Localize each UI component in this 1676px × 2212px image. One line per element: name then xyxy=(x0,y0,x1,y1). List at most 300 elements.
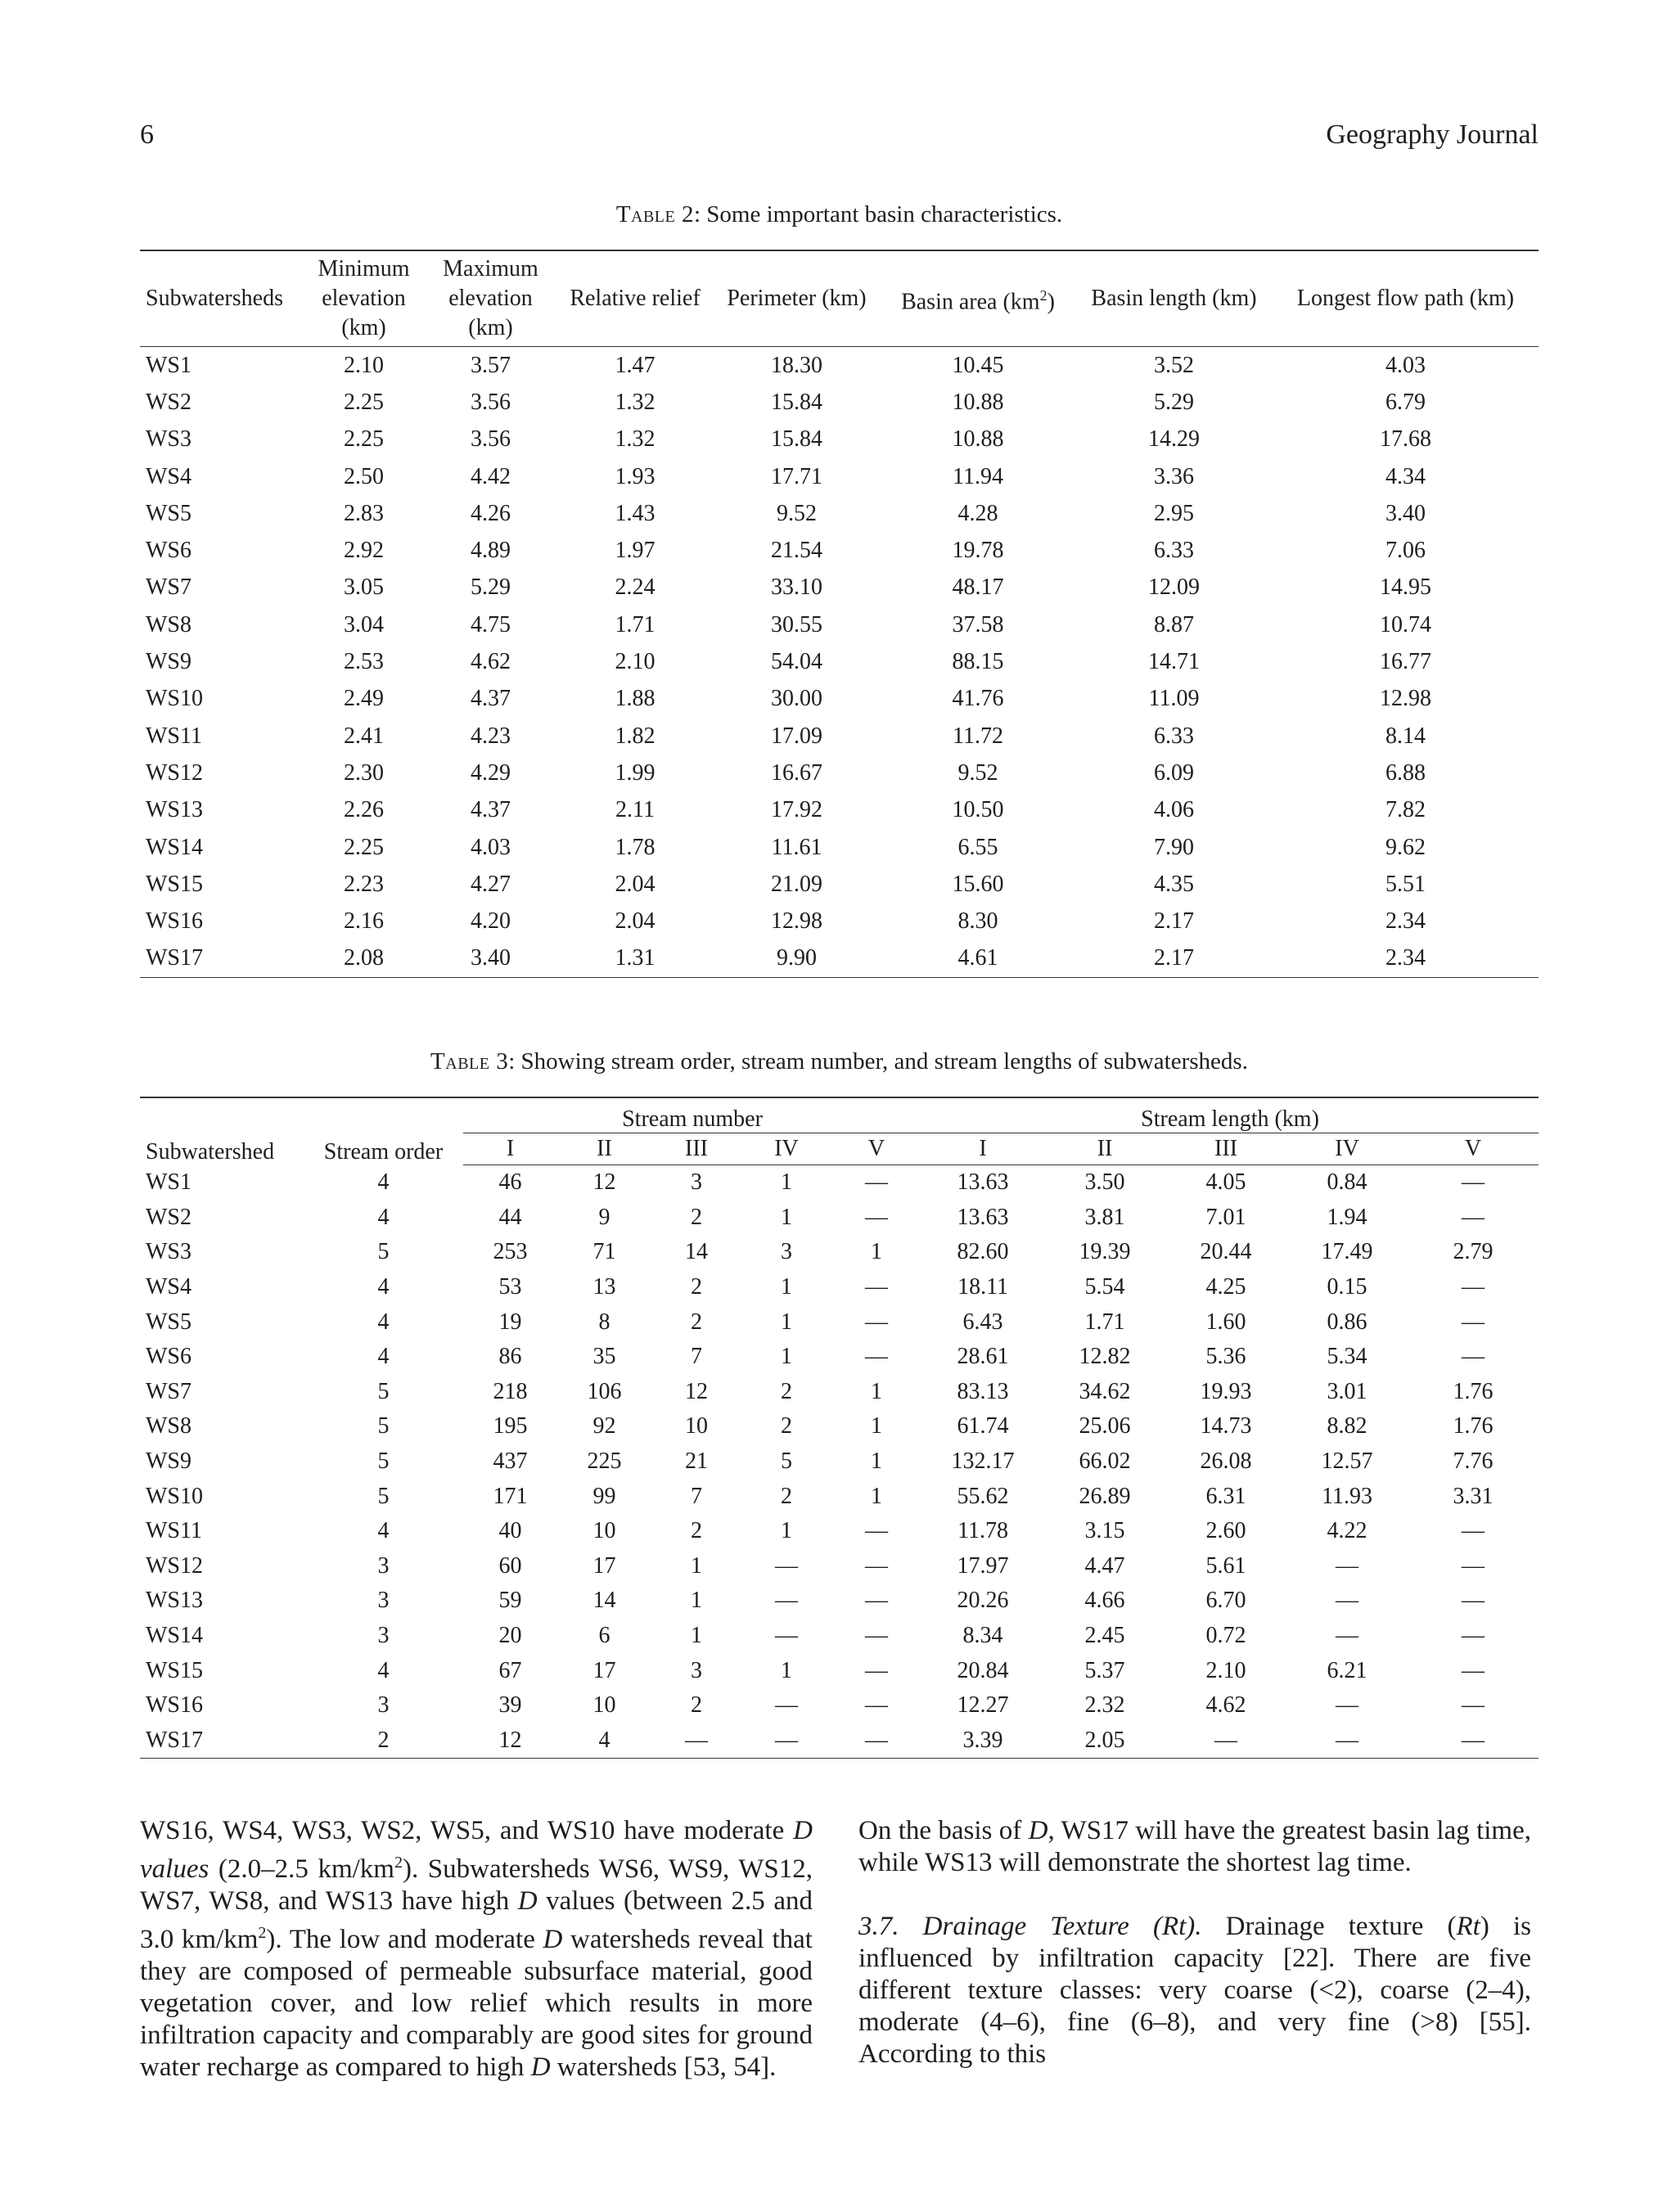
table-cell: 2.41 xyxy=(344,723,384,749)
table-cell: — xyxy=(775,1588,798,1614)
table-cell: 1.78 xyxy=(615,834,656,860)
table-cell: 59 xyxy=(498,1588,522,1614)
table-cell: 253 xyxy=(493,1239,528,1265)
table-cell: 3.04 xyxy=(344,611,384,637)
table-cell: 4.75 xyxy=(471,611,511,637)
table-cell: 5.54 xyxy=(1084,1274,1125,1300)
table-cell: 1 xyxy=(781,1169,792,1196)
table-cell: 1 xyxy=(871,1378,883,1404)
table-cell: 3.40 xyxy=(424,940,557,978)
table-cell: 12.57 xyxy=(1321,1448,1373,1475)
table-cell: 1 xyxy=(691,1552,702,1579)
row-label: WS8 xyxy=(146,1413,191,1439)
table-cell: 17.49 xyxy=(1321,1239,1373,1265)
table-cell: 10 xyxy=(592,1518,616,1544)
table-cell: — xyxy=(1462,1518,1485,1544)
table-cell: 8.87 xyxy=(1154,611,1194,637)
table-cell: 5.29 xyxy=(471,574,511,601)
table-row xyxy=(140,1619,1539,1654)
table-cell: 3 xyxy=(691,1657,702,1683)
table-cell: — xyxy=(1462,1692,1485,1719)
t3-header-stream-length: Stream length (km) xyxy=(921,1097,1539,1133)
table-cell: 7.76 xyxy=(1453,1448,1494,1475)
table-cell: 5 xyxy=(377,1378,390,1404)
row-label: WS8 xyxy=(146,611,191,637)
table-cell: 12.82 xyxy=(1079,1344,1131,1370)
table-cell: 4.66 xyxy=(1084,1588,1125,1614)
table-cell: 4.42 xyxy=(471,463,511,489)
table-cell: — xyxy=(1408,1723,1539,1759)
table-cell: 2.34 xyxy=(1385,908,1426,935)
table-cell: 12.09 xyxy=(1148,574,1200,601)
table-cell: 5 xyxy=(377,1448,390,1475)
table-cell: 14.29 xyxy=(1148,426,1200,453)
table-cell: 46 xyxy=(498,1169,522,1196)
body-column-left xyxy=(140,1815,813,2084)
table-row xyxy=(140,1165,1539,1201)
table-cell: 8.14 xyxy=(1385,723,1426,749)
table-row xyxy=(140,1444,1539,1480)
table-cell: 99 xyxy=(592,1483,616,1509)
table-cell: 11.09 xyxy=(1148,686,1200,712)
row-label: WS11 xyxy=(146,723,202,749)
table-cell: 17 xyxy=(592,1657,616,1683)
table-cell: — xyxy=(865,1657,889,1683)
table-cell: 6.33 xyxy=(1154,538,1194,564)
table-row xyxy=(140,718,1539,755)
row-label: WS2 xyxy=(146,1204,191,1230)
table-cell: 5 xyxy=(377,1413,390,1439)
table-cell: — xyxy=(1286,1723,1408,1759)
table-cell: 2.49 xyxy=(344,686,384,712)
row-label: WS6 xyxy=(146,538,191,564)
table-cell: 17.97 xyxy=(957,1552,1009,1579)
table-cell: 3.81 xyxy=(1084,1204,1125,1230)
table-cell: 1 xyxy=(781,1309,792,1335)
t2-header-relative-relief: Relative relief xyxy=(557,250,713,347)
table-cell: 20.84 xyxy=(957,1657,1009,1683)
table-cell: 14.73 xyxy=(1200,1413,1252,1439)
table-cell: 17.71 xyxy=(771,463,822,489)
table-cell: 10.45 xyxy=(952,352,1004,378)
table-2-caption xyxy=(140,201,1539,228)
t3-num-v: V xyxy=(831,1133,921,1165)
table-cell: 20.26 xyxy=(957,1588,1009,1614)
row-label: WS17 xyxy=(140,940,304,978)
table-cell: 3.15 xyxy=(1084,1518,1125,1544)
table-cell: 83.13 xyxy=(957,1378,1009,1404)
table-cell: 2.17 xyxy=(1075,940,1273,978)
table-cell: 2.25 xyxy=(344,426,384,453)
table-cell: — xyxy=(865,1552,889,1579)
row-label: WS13 xyxy=(146,1588,203,1614)
table-cell: 14.71 xyxy=(1148,649,1200,675)
table-cell: 2.45 xyxy=(1084,1623,1125,1649)
table-cell: 171 xyxy=(493,1483,528,1509)
table-cell: — xyxy=(1462,1204,1485,1230)
table-cell: 1.31 xyxy=(557,940,713,978)
table-cell: 2.25 xyxy=(344,834,384,860)
table-cell: 5 xyxy=(377,1483,390,1509)
table-row xyxy=(140,1304,1539,1340)
table-row xyxy=(140,792,1539,829)
table-cell: — xyxy=(1462,1309,1485,1335)
table-cell: 4 xyxy=(377,1274,390,1300)
table-cell: — xyxy=(865,1309,889,1335)
t3-num-iii: III xyxy=(651,1133,741,1165)
table-cell: 1.71 xyxy=(1084,1309,1125,1335)
table-cell: 26.08 xyxy=(1200,1448,1252,1475)
table-cell: 10.50 xyxy=(952,797,1004,823)
table-cell: 11.93 xyxy=(1322,1483,1373,1509)
table-row xyxy=(140,532,1539,569)
table-cell: 60 xyxy=(498,1552,522,1579)
table-cell: 2.79 xyxy=(1453,1239,1494,1265)
table-cell: 4.03 xyxy=(1385,352,1426,378)
table-cell: 1.32 xyxy=(615,426,656,453)
table-row xyxy=(140,903,1539,939)
table-cell: 4.05 xyxy=(1205,1169,1246,1196)
table-cell: — xyxy=(865,1518,889,1544)
t3-num-i: I xyxy=(463,1133,557,1165)
table-cell: — xyxy=(1336,1588,1359,1614)
row-label: WS15 xyxy=(146,871,203,897)
table-cell: 1 xyxy=(781,1344,792,1370)
table-cell: 4.06 xyxy=(1154,797,1194,823)
table-cell: 2.34 xyxy=(1273,940,1539,978)
table-cell: 48.17 xyxy=(952,574,1004,601)
table-cell: 4.29 xyxy=(471,759,511,786)
table-row xyxy=(140,421,1539,458)
table-cell: 2.10 xyxy=(344,352,384,378)
table-cell: 18.11 xyxy=(957,1274,1009,1300)
table-cell: 19.78 xyxy=(952,538,1004,564)
t3-num-ii: II xyxy=(557,1133,651,1165)
row-label: WS10 xyxy=(146,686,203,712)
table-cell: 15.60 xyxy=(952,871,1004,897)
table-cell: 1.76 xyxy=(1453,1413,1494,1439)
table-cell: 1.32 xyxy=(615,389,656,415)
row-label: WS14 xyxy=(146,834,203,860)
table-cell: 4.62 xyxy=(471,649,511,675)
table-cell: 2.32 xyxy=(1084,1692,1125,1719)
table-cell: 10 xyxy=(592,1692,616,1719)
table-row xyxy=(140,1340,1539,1375)
table-cell: 2.10 xyxy=(1205,1657,1246,1683)
table-cell: 0.15 xyxy=(1327,1274,1367,1300)
table-cell: 195 xyxy=(493,1413,528,1439)
row-label: WS11 xyxy=(146,1518,202,1544)
table-cell: 225 xyxy=(587,1448,622,1475)
t3-header-stream-number: Stream number xyxy=(463,1097,921,1133)
row-label: WS9 xyxy=(146,1448,191,1475)
table-2 xyxy=(140,250,1539,978)
table-cell: 13 xyxy=(592,1274,616,1300)
table-row xyxy=(140,1375,1539,1410)
table-cell: 2.25 xyxy=(344,389,384,415)
table-cell: 5.34 xyxy=(1327,1344,1367,1370)
row-label: WS4 xyxy=(146,1274,191,1300)
t2-header-max-elevation: Maximum elevation (km) xyxy=(424,250,557,347)
table-cell: 1.47 xyxy=(615,352,656,378)
table-row xyxy=(140,458,1539,495)
table-row xyxy=(140,829,1539,866)
t3-len-iv: IV xyxy=(1286,1133,1408,1165)
table-cell: — xyxy=(775,1552,798,1579)
table-cell: — xyxy=(1462,1344,1485,1370)
section-heading: 3.7. Drainage Texture (Rt). xyxy=(858,1912,1202,1941)
table-cell: 12.27 xyxy=(957,1692,1009,1719)
table-cell: 1.60 xyxy=(1205,1309,1246,1335)
table-cell: 17.68 xyxy=(1380,426,1431,453)
table-row xyxy=(140,940,1539,978)
table-cell: 1.82 xyxy=(615,723,656,749)
table-cell: 5 xyxy=(377,1239,390,1265)
table-cell: 4.34 xyxy=(1385,463,1426,489)
table-cell: — xyxy=(1336,1552,1359,1579)
table-cell: 7 xyxy=(691,1344,702,1370)
table-cell: — xyxy=(1462,1623,1485,1649)
table-row xyxy=(140,1409,1539,1444)
body-paragraph: On the basis of D, WS17 will have the greatest basin lag time, while WS13 will demonstrate the shortest lag time. xyxy=(858,1816,1532,1877)
table-cell: 11.72 xyxy=(953,723,1003,749)
table-cell: 0.86 xyxy=(1327,1309,1367,1335)
table-cell: 18.30 xyxy=(771,352,822,378)
t3-len-i: I xyxy=(921,1133,1044,1165)
table-cell: 4.37 xyxy=(471,797,511,823)
table-cell: 1 xyxy=(871,1413,883,1439)
table-cell: 2.24 xyxy=(615,574,656,601)
table-cell: 4.47 xyxy=(1084,1552,1125,1579)
table-cell: 3.05 xyxy=(344,574,384,601)
table-cell: 33.10 xyxy=(771,574,822,601)
table-cell: 1 xyxy=(871,1239,883,1265)
table-cell: 6.88 xyxy=(1385,759,1426,786)
table-cell: — xyxy=(1462,1274,1485,1300)
table-cell: 13.63 xyxy=(957,1204,1009,1230)
row-label: WS13 xyxy=(146,797,203,823)
t3-len-iii: III xyxy=(1165,1133,1286,1165)
table-cell: 6.33 xyxy=(1154,723,1194,749)
table-cell: 61.74 xyxy=(957,1413,1009,1439)
table-cell: 55.62 xyxy=(957,1483,1009,1509)
table-cell: 1.93 xyxy=(615,463,656,489)
table-row xyxy=(140,755,1539,791)
table-row xyxy=(140,384,1539,421)
table-cell: 4.20 xyxy=(471,908,511,935)
table-cell: 7.82 xyxy=(1385,797,1426,823)
table-cell: 2.04 xyxy=(615,908,656,935)
table-cell: 2.17 xyxy=(1154,908,1194,935)
table-cell: 4 xyxy=(377,1657,390,1683)
row-label: WS12 xyxy=(146,1552,203,1579)
table-cell: 5.29 xyxy=(1154,389,1194,415)
table-cell: 1 xyxy=(781,1657,792,1683)
row-label: WS5 xyxy=(146,1309,191,1335)
table-cell: 4 xyxy=(377,1344,390,1370)
row-label: WS16 xyxy=(146,908,203,935)
table-cell: 8.34 xyxy=(962,1623,1003,1649)
table-cell: 9.62 xyxy=(1385,834,1426,860)
table-cell: 17.09 xyxy=(771,723,822,749)
row-label: WS16 xyxy=(146,1692,203,1719)
section-paragraph-drainage-texture: 3.7. Drainage Texture (Rt). Drainage texture (Rt) is influenced by infiltration capacity [22]. There are five different texture classes: very coarse (<2), coarse (2–4), moderate (4–6), fine (6–8), and very fine (>8) [55]. According to this xyxy=(858,1912,1531,2069)
table-cell: 39 xyxy=(498,1692,522,1719)
table-cell: 17.92 xyxy=(771,797,822,823)
table-cell: 9.52 xyxy=(957,759,998,786)
table-cell: 6.21 xyxy=(1327,1657,1367,1683)
table-cell: 54.04 xyxy=(771,649,822,675)
table-row xyxy=(140,606,1539,643)
table-cell: 5.51 xyxy=(1385,871,1426,897)
table-cell: 1 xyxy=(781,1274,792,1300)
table-cell: 2.83 xyxy=(344,500,384,526)
table-cell: 66.02 xyxy=(1079,1448,1131,1475)
table-cell: 44 xyxy=(498,1204,522,1230)
table-cell: 9.52 xyxy=(777,500,817,526)
table-row xyxy=(140,570,1539,606)
table-cell: 2.16 xyxy=(344,908,384,935)
table-cell: 10 xyxy=(685,1413,708,1439)
table-cell: 19.93 xyxy=(1200,1378,1252,1404)
table-cell: 3.57 xyxy=(471,352,511,378)
table-cell: 67 xyxy=(498,1657,522,1683)
table-cell: 0.72 xyxy=(1205,1623,1246,1649)
table-cell: — xyxy=(1462,1657,1485,1683)
table-cell: 4 xyxy=(557,1723,651,1759)
table-cell: — xyxy=(865,1169,889,1196)
row-label: WS9 xyxy=(146,649,191,675)
table-cell: 14 xyxy=(685,1239,708,1265)
table-cell: 0.84 xyxy=(1327,1169,1367,1196)
row-label: WS5 xyxy=(146,500,191,526)
t2-header-basin-area: Basin area $(km^2)$ xyxy=(881,250,1075,347)
table-cell: 11.61 xyxy=(771,834,822,860)
table-cell: 8.82 xyxy=(1327,1413,1367,1439)
row-label: WS12 xyxy=(146,759,203,786)
table-cell: 3.56 xyxy=(471,389,511,415)
table-3-caption-text: : Showing stream order, stream number, and stream lengths of subwatersheds. xyxy=(508,1048,1248,1074)
t2-header-min-elevation: Minimum elevation (km) xyxy=(304,250,424,347)
table-cell: 16.67 xyxy=(771,759,822,786)
table-cell: 3 xyxy=(781,1239,792,1265)
table-cell: 2.23 xyxy=(344,871,384,897)
t3-num-iv: IV xyxy=(741,1133,831,1165)
table-cell: 4.89 xyxy=(471,538,511,564)
table-row xyxy=(140,681,1539,718)
table-cell: 10.74 xyxy=(1380,611,1431,637)
table-cell: 1.43 xyxy=(615,500,656,526)
table-cell: — xyxy=(831,1723,921,1759)
table-row xyxy=(140,347,1539,385)
table-cell: 218 xyxy=(493,1378,528,1404)
table-cell: 3 xyxy=(377,1588,390,1614)
table-cell: 13.63 xyxy=(957,1169,1009,1196)
table-cell: 6.55 xyxy=(957,834,998,860)
table-cell: 2.04 xyxy=(615,871,656,897)
table-cell: 14 xyxy=(592,1588,616,1614)
table-cell: 5 xyxy=(781,1448,792,1475)
table-cell: 19.39 xyxy=(1079,1239,1131,1265)
table-cell: 2 xyxy=(691,1204,702,1230)
table-cell: 19 xyxy=(498,1309,522,1335)
table-cell: 3.56 xyxy=(471,426,511,453)
table-cell: 53 xyxy=(498,1274,522,1300)
table-cell: — xyxy=(741,1723,831,1759)
table-cell: 6.09 xyxy=(1154,759,1194,786)
table-cell: 2.10 xyxy=(615,649,656,675)
table-row xyxy=(140,1723,1539,1759)
table-cell: 2 xyxy=(691,1309,702,1335)
table-cell: — xyxy=(1462,1169,1485,1196)
table-cell: 12 xyxy=(463,1723,557,1759)
table-cell: 3 xyxy=(691,1169,702,1196)
table-cell: 37.58 xyxy=(952,611,1004,637)
table-cell: 11.94 xyxy=(953,463,1003,489)
row-label: WS3 xyxy=(146,426,191,453)
t2-header-longest-flow-path: Longest flow path (km) xyxy=(1273,250,1539,347)
table-cell: 7 xyxy=(691,1483,702,1509)
table-cell: 1.99 xyxy=(615,759,656,786)
t3-header-stream-order: Stream order xyxy=(304,1097,463,1165)
table-cell: 2.92 xyxy=(344,538,384,564)
row-label: WS6 xyxy=(146,1344,191,1370)
table-cell: 2.53 xyxy=(344,649,384,675)
table-cell: 4.35 xyxy=(1154,871,1194,897)
table-cell: 88.15 xyxy=(952,649,1004,675)
row-label: WS10 xyxy=(146,1483,203,1509)
table-2-caption-text: : Some important basin characteristics. xyxy=(694,201,1063,228)
table-cell: 4 xyxy=(377,1204,390,1230)
table-cell: — xyxy=(1336,1623,1359,1649)
table-cell: — xyxy=(1336,1692,1359,1719)
table-cell: 20.44 xyxy=(1200,1239,1252,1265)
table-cell: 4 xyxy=(377,1309,390,1335)
table-cell: 25.06 xyxy=(1079,1413,1131,1439)
table-row xyxy=(140,1270,1539,1305)
row-label: WS1 xyxy=(146,1169,191,1196)
table-cell: 2 xyxy=(691,1274,702,1300)
row-label: WS4 xyxy=(146,463,191,489)
t3-len-ii: II xyxy=(1044,1133,1165,1165)
table-cell: 7.01 xyxy=(1205,1204,1246,1230)
table-cell: 3.52 xyxy=(1154,352,1194,378)
table-cell: 12 xyxy=(592,1169,616,1196)
table-cell: — xyxy=(1462,1588,1485,1614)
table-cell: 30.55 xyxy=(771,611,822,637)
body-column-right xyxy=(858,1815,1531,2070)
table-cell: 3.50 xyxy=(1084,1169,1125,1196)
body-paragraph: WS16, WS4, WS3, WS2, WS5, and WS10 have moderate D values (2.0–2.5 $km/km^2$). Subwatersheds WS6, WS9, WS12, WS7, WS8, and WS13 have high D values (between 2.5 and 3.0 $km/km^2$). The low and moderate D watersheds reveal that they are composed of permeable subsurface material, good vegetation cover, and low relief which results in more infiltration capacity and comparably are good sites for ground water recharge as compared to high D watersheds [53, 54]. xyxy=(140,1816,813,2082)
table-2-label: Table 2 xyxy=(615,201,694,228)
table-cell: 92 xyxy=(592,1413,616,1439)
table-cell: 6.31 xyxy=(1205,1483,1246,1509)
table-cell: 4.37 xyxy=(471,686,511,712)
table-cell: 8.30 xyxy=(957,908,998,935)
table-cell: 2.50 xyxy=(344,463,384,489)
table-cell: 6.43 xyxy=(962,1309,1003,1335)
table-3-caption xyxy=(140,1048,1539,1075)
journal-name: Geography Journal xyxy=(1326,119,1539,150)
table-row xyxy=(140,1514,1539,1549)
table-row xyxy=(140,1653,1539,1688)
table-cell: 41.76 xyxy=(952,686,1004,712)
table-cell: 21.09 xyxy=(771,871,822,897)
table-cell: 10.88 xyxy=(952,426,1004,453)
page-number: 6 xyxy=(140,119,154,150)
table-cell: 11.78 xyxy=(957,1518,1009,1544)
table-cell: 2 xyxy=(304,1723,463,1759)
